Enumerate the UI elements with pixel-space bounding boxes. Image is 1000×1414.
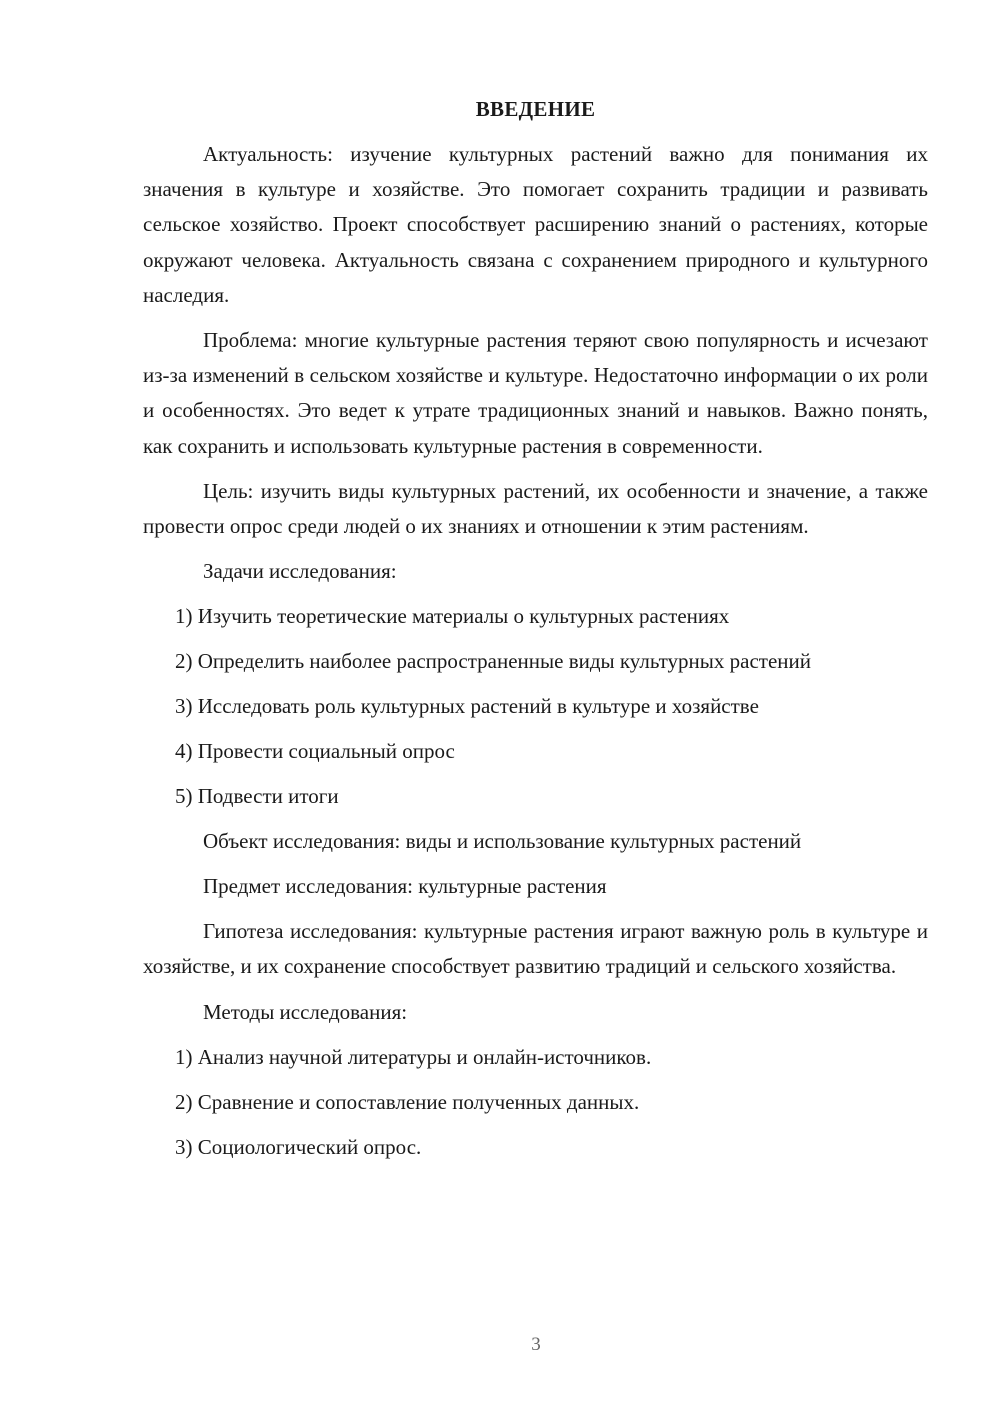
- methods-heading: Методы исследования:: [203, 999, 408, 1024]
- methods-list: [143, 1040, 928, 1165]
- list-item: 4) Провести социальный опрос: [175, 739, 455, 764]
- document-title: ВВЕДЕНИЕ: [475, 97, 596, 121]
- list-item: 1) Анализ научной литературы и онлайн-источников.: [175, 1044, 652, 1069]
- list-item: 1) Изучить теоретические материалы о культурных растениях: [175, 604, 730, 629]
- problem-paragraph: Проблема: многие культурные растения теряют свою популярность и исчезают из-за изменений в сельском хозяйстве и культуре. Недостаточно информации о их роли и особенностях. Это ведет к утрате традиционных знаний и навыков. Важно понять, как сохранить и использовать культурные растения в современности.: [143, 328, 928, 458]
- list-item: 2) Сравнение и сопоставление полученных данных.: [175, 1089, 640, 1114]
- page-number: 3: [531, 1334, 541, 1355]
- tasks-heading: Задачи исследования:: [203, 559, 397, 584]
- document-page: [143, 92, 928, 1175]
- list-item: 2) Определить наиболее распространенные виды культурных растений: [175, 649, 811, 674]
- research-object: Объект исследования: виды и использование культурных растений: [203, 829, 802, 854]
- list-item: 5) Подвести итоги: [175, 784, 339, 809]
- goal-paragraph: Цель: изучить виды культурных растений, их особенности и значение, а также провести опрос среди людей о их знаниях и отношении к этим растениям.: [143, 478, 928, 539]
- hypothesis-paragraph: Гипотеза исследования: культурные растения играют важную роль в культуре и хозяйстве, и их сохранение способствует развитию традиций и сельского хозяйства.: [143, 919, 928, 979]
- research-subject: Предмет исследования: культурные растения: [203, 874, 607, 899]
- relevance-paragraph: Актуальность: изучение культурных растений важно для понимания их значения в культуре и хозяйстве. Это помогает сохранить традиции и развивать сельское хозяйство. Проект способствует расширению знаний о растениях, которые окружают человека. Актуальность связана с сохранением природного и культурного наследия.: [143, 142, 928, 307]
- list-item: 3) Социологический опрос.: [175, 1134, 422, 1159]
- list-item: 3) Исследовать роль культурных растений в культуре и хозяйстве: [175, 694, 759, 719]
- tasks-list: [143, 599, 928, 814]
